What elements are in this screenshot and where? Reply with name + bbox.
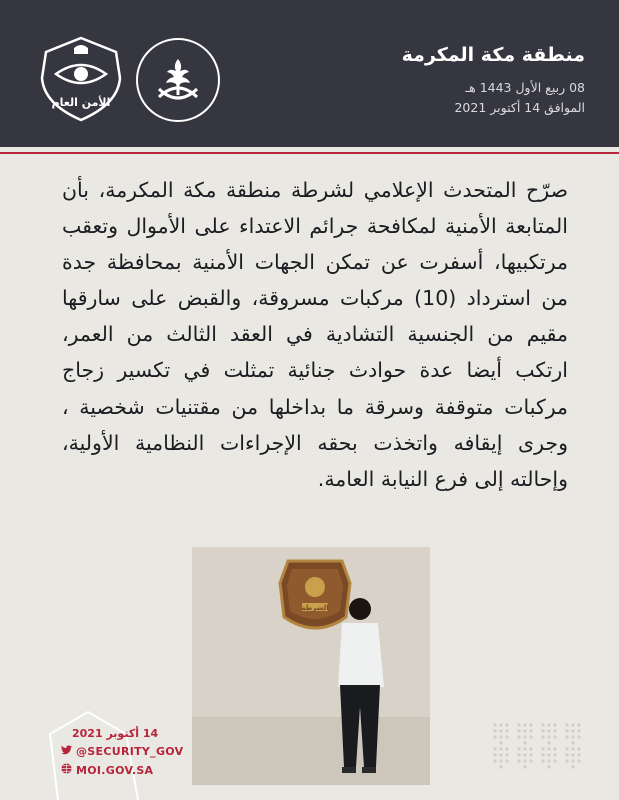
gregorian-date: الموافق 14 أكتوبر 2021 bbox=[454, 100, 585, 115]
police-plaque-icon bbox=[280, 561, 350, 628]
website-text: MOI.GOV.SA bbox=[76, 764, 154, 777]
region-title: منطقة مكة المكرمة bbox=[401, 44, 585, 66]
accent-divider bbox=[0, 152, 619, 154]
suspect-photo bbox=[192, 547, 430, 785]
twitter-handle-text: @SECURITY_GOV bbox=[76, 745, 184, 758]
decorative-dot-pattern bbox=[492, 722, 588, 770]
globe-icon bbox=[60, 763, 72, 777]
hijri-date: 08 ربيع الأول 1443 هـ bbox=[465, 80, 585, 95]
saudi-emblem-icon bbox=[136, 38, 220, 122]
public-security-badge-icon bbox=[36, 34, 126, 124]
twitter-handle[interactable] bbox=[60, 745, 183, 758]
press-statement: صرّح المتحدث الإعلامي لشرطة منطقة مكة المكرمة، بأن المتابعة الأمنية لمكافحة جرائم الاعتداء على الأموال وتعقب مرتكبيها، أسفرت عن تمكن الجهات الأمنية بمحافظة جدة من استرداد (10) مركبات مسروقة، والقبض على سارقها مقيم من الجنسية التشادية في العقد الثالث من العمر، ارتكب أيضا عدة حوادث جنائية تمثلت في تكسير زجاج مركبات متوقفة وسرقة ما بداخلها من مقتنيات شخصية ، وجرى إيقافه واتخذت بحقه الإجراءات النظامية الأولية، وإحالته إلى فرع النيابة العامة. bbox=[62, 178, 568, 491]
header-bar bbox=[0, 0, 619, 147]
website-link[interactable] bbox=[60, 763, 153, 777]
plaque-text: الشرطة bbox=[301, 604, 329, 612]
footer-date: 14 أكتوبر 2021 bbox=[72, 727, 159, 740]
twitter-icon bbox=[60, 745, 72, 758]
badge-text: الأمن العام bbox=[51, 96, 111, 109]
